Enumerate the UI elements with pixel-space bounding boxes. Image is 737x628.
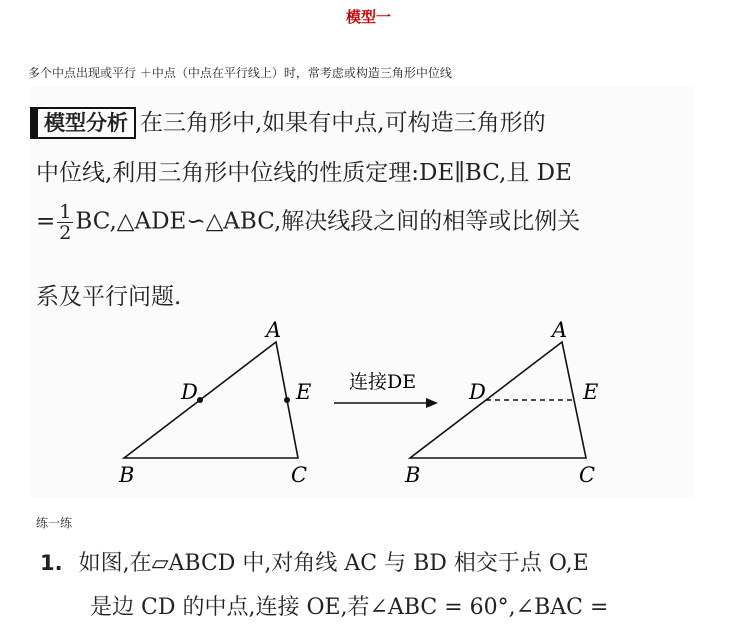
question-line-2: 是边 CD 的中点,连接 OE,若∠ABC = 60°,∠BAC = bbox=[90, 595, 609, 620]
label-a-left: A bbox=[266, 318, 282, 342]
arrow-right-icon bbox=[426, 398, 438, 408]
label-a-right: A bbox=[552, 318, 568, 342]
midpoint-d-dot bbox=[197, 397, 203, 403]
model-analysis-tag: 模型分析 bbox=[36, 107, 136, 139]
question-line-1 bbox=[40, 546, 589, 577]
practice-label: 练一练 bbox=[36, 516, 73, 530]
question-text-1: 如图,在▱ABCD 中,对角线 AC 与 BD 相交于点 O,E bbox=[78, 551, 589, 576]
analysis-line-2: 中位线,利用三角形中位线的性质定理:DE∥BC,且 DE bbox=[36, 160, 572, 186]
analysis-text-3: BC,△ADE∽△ABC,解决线段之间的相等或比例关 bbox=[75, 208, 581, 235]
label-c-left: C bbox=[291, 463, 308, 487]
analysis-line-4: 系及平行问题. bbox=[36, 284, 182, 310]
label-e-left: E bbox=[296, 380, 312, 404]
question-number: 1. bbox=[40, 551, 63, 575]
label-b-right: B bbox=[405, 463, 421, 487]
midpoint-e-dot bbox=[284, 397, 290, 403]
fraction-numerator: 1 bbox=[59, 201, 72, 223]
arrow-label: 连接DE bbox=[349, 371, 417, 393]
analysis-text-1: 在三角形中,如果有中点,可构造三角形的 bbox=[140, 110, 546, 136]
label-e-right: E bbox=[583, 380, 599, 404]
equals-sign: = bbox=[36, 208, 56, 235]
label-d-right: D bbox=[469, 380, 486, 404]
page-title: 模型一 bbox=[345, 8, 391, 26]
label-c-right: C bbox=[579, 463, 596, 487]
fraction-denominator: 2 bbox=[59, 222, 72, 244]
triangle-abc-left bbox=[124, 342, 298, 458]
label-b-left: B bbox=[119, 463, 135, 487]
label-d-left: D bbox=[181, 380, 198, 404]
model-description: 多个中点出现或平行 ＋中点（中点在平行线上）时，常考虑或构造三角形中位线 bbox=[28, 66, 452, 80]
